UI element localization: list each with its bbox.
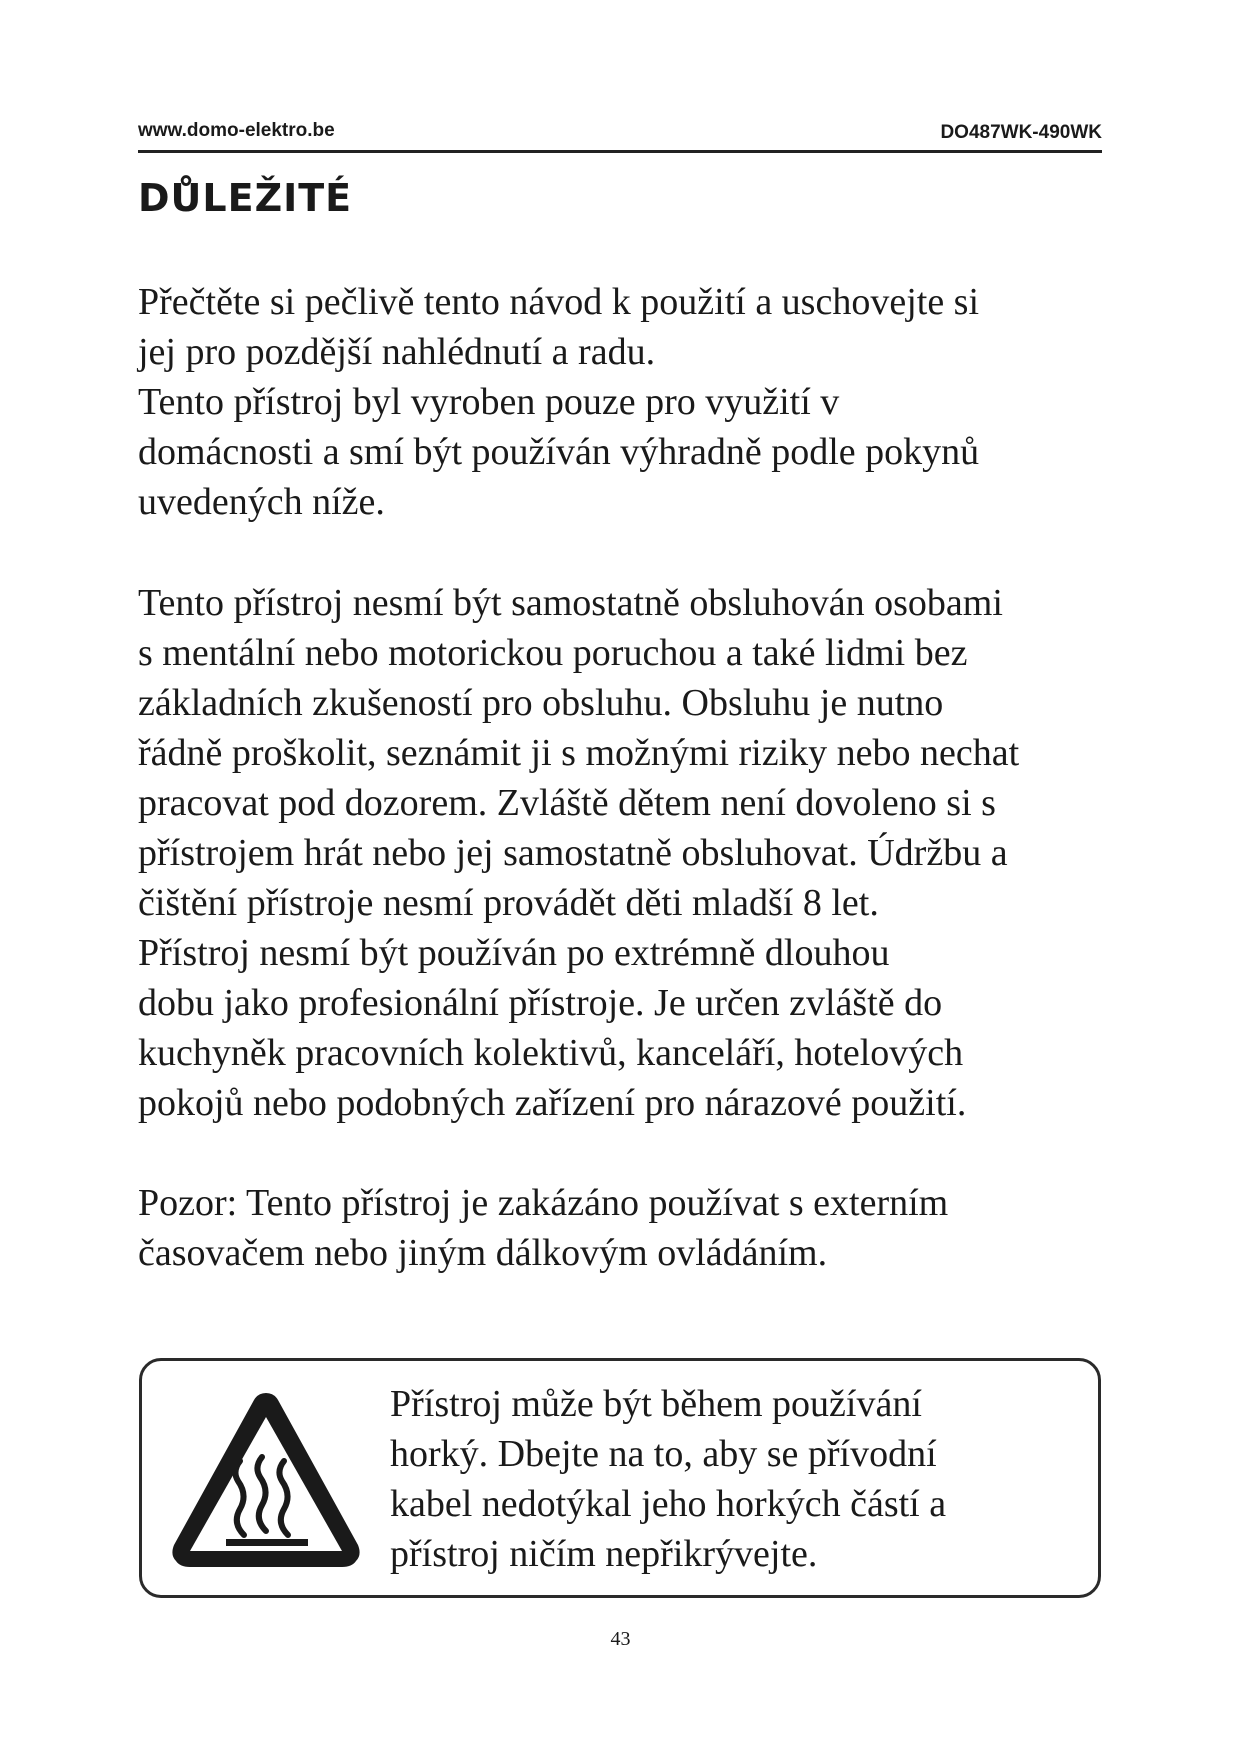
text-line: čištění přístroje nesmí provádět děti mladší 8 let.	[138, 882, 879, 924]
hot-surface-warning-box	[139, 1358, 1101, 1598]
text-line: pokojů nebo podobných zařízení pro nárazové použití.	[138, 1082, 967, 1124]
text-line: Přečtěte si pečlivě tento návod k použití a uschovejte si	[138, 281, 980, 323]
text-line: horký. Dbejte na to, aby se přívodní	[390, 1433, 937, 1475]
text-line: Přístroj může být během používání	[390, 1383, 922, 1425]
text-line: Přístroj nesmí být používán po extrémně dlouhou	[138, 932, 890, 974]
text-line: časovačem nebo jiným dálkovým ovládáním.	[138, 1232, 828, 1274]
text-line: řádně proškolit, seznámit ji s možnými riziky nebo nechat	[138, 732, 1020, 774]
text-line: jej pro pozdější nahlédnutí a radu.	[138, 331, 656, 373]
text-line: kabel nedotýkal jeho horkých částí a	[390, 1483, 947, 1525]
text-line: domácnosti a smí být používán výhradně podle pokynů	[138, 431, 980, 473]
text-line: přístrojem hrát nebo jej samostatně obsluhovat. Údržbu a	[138, 832, 1008, 874]
paragraph-caution	[138, 1178, 1118, 1278]
text-line: Tento přístroj byl vyroben pouze pro využití v	[138, 381, 840, 423]
text-line: základních zkušeností pro obsluhu. Obsluhu je nutno	[138, 682, 944, 724]
paragraph-safety	[138, 578, 1118, 1128]
text-line: Pozor: Tento přístroj je zakázáno používat s externím	[138, 1182, 949, 1224]
page-title: DŮLEŽITÉ	[138, 176, 353, 220]
text-line: pracovat pod dozorem. Zvláště dětem není dovoleno si s	[138, 782, 996, 824]
page-header	[138, 118, 1102, 153]
text-line: s mentální nebo motorickou poruchou a také lidmi bez	[138, 632, 968, 674]
hot-surface-warning-icon	[166, 1385, 366, 1575]
text-line: uvedených níže.	[138, 481, 385, 523]
website-url: www.domo-elektro.be	[138, 120, 335, 141]
page-number: 43	[610, 1628, 631, 1650]
warning-text	[390, 1379, 946, 1579]
text-line: přístroj ničím nepřikrývejte.	[390, 1533, 818, 1575]
text-line: Tento přístroj nesmí být samostatně obsluhován osobami	[138, 582, 1003, 624]
paragraph-intro	[138, 277, 1118, 527]
text-line: kuchyněk pracovních kolektivů, kanceláří, hotelových	[138, 1032, 964, 1074]
text-line: dobu jako profesionální přístroje. Je určen zvláště do	[138, 982, 943, 1024]
model-number: DO487WK-490WK	[940, 122, 1102, 143]
